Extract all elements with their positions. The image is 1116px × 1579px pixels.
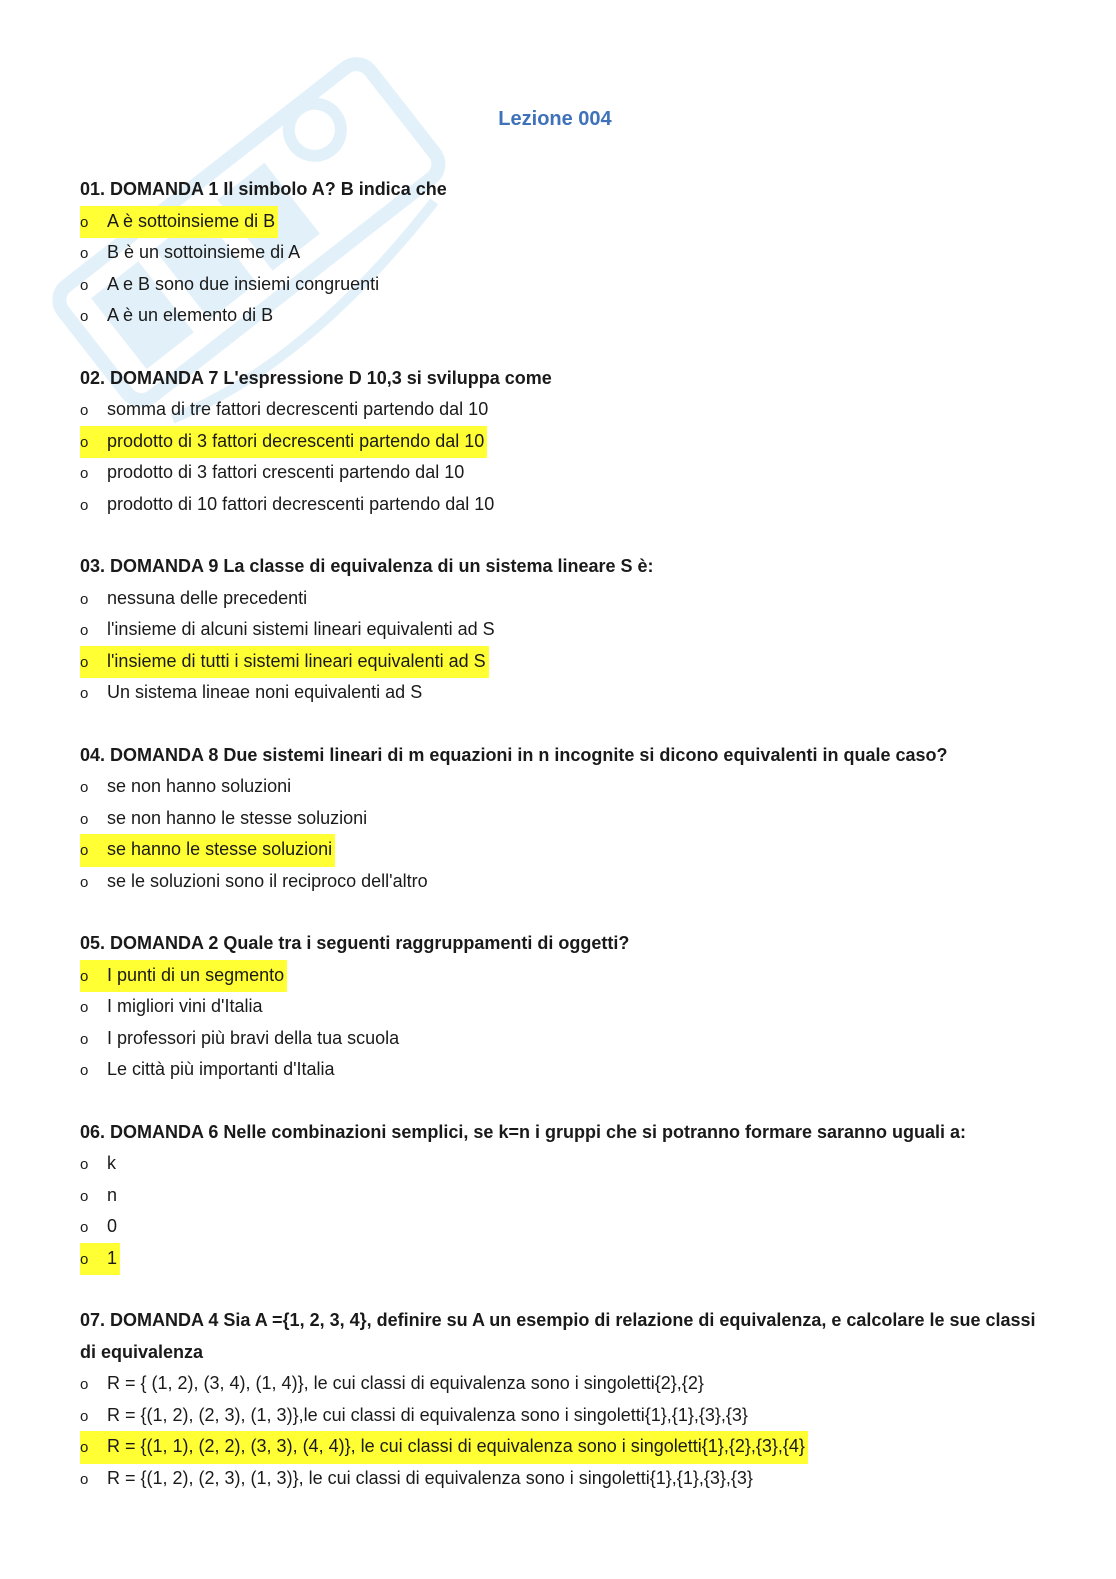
answer-option-highlighted <box>80 206 278 239</box>
circle-bullet-icon: o <box>80 213 89 231</box>
circle-bullet-icon: o <box>80 465 89 482</box>
answer-option <box>80 1368 1050 1400</box>
answer-option <box>80 1023 1050 1055</box>
answer-option-text: B è un sottoinsieme di A <box>107 242 301 262</box>
answer-option-content <box>80 991 266 1024</box>
answer-option <box>80 803 1050 835</box>
answer-option <box>80 426 1050 458</box>
answer-option <box>80 300 1050 332</box>
answer-option-highlighted <box>80 426 487 459</box>
option-list <box>80 960 1050 1086</box>
question-text: 04. DOMANDA 8 Due sistemi lineari di m equazioni in n incognite si dicono equivalenti in quale caso? <box>80 744 948 765</box>
circle-bullet-icon: o <box>80 1439 89 1456</box>
circle-bullet-icon: o <box>80 433 89 451</box>
question-text: 01. DOMANDA 1 Il simbolo A? B indica che <box>80 179 447 199</box>
question-text: 07. DOMANDA 4 Sia A ={1, 2, 3, 4}, definire su A un esempio di relazione di equivalenza, e calcolare le sue classi di equivalenza <box>80 1310 1036 1362</box>
answer-option <box>80 237 1050 269</box>
answer-option-text: prodotto di 3 fattori crescenti partendo dal 10 <box>107 462 465 482</box>
question-block <box>80 174 1050 332</box>
answer-option <box>80 771 1050 803</box>
answer-option-text: l'insieme di alcuni sistemi lineari equivalenti ad S <box>107 619 495 639</box>
answer-option <box>80 1054 1050 1086</box>
option-list <box>80 771 1050 897</box>
question-text: 02. DOMANDA 7 L'espressione D 10,3 si sviluppa come <box>80 367 552 388</box>
answer-option <box>80 1243 1050 1275</box>
question-block <box>80 1305 1050 1494</box>
answer-option-text: l'insieme di tutti i sistemi lineari equivalenti ad S <box>107 650 486 671</box>
answer-option <box>80 866 1050 898</box>
circle-bullet-icon: o <box>80 842 89 859</box>
circle-bullet-icon: o <box>80 1250 89 1268</box>
answer-option-text: R = {(1, 2), (2, 3), (1, 3)},le cui classi di equivalenza sono i singoletti{1},{1},{3},{3} <box>107 1404 748 1425</box>
answer-option-text: R = {(1, 2), (2, 3), (1, 3)}, le cui classi di equivalenza sono i singoletti{1},{1},{3},{3} <box>107 1467 753 1488</box>
answer-option <box>80 489 1050 521</box>
circle-bullet-icon: o <box>80 590 89 608</box>
answer-option <box>80 1211 1050 1243</box>
page-title: Lezione 004 <box>498 108 612 130</box>
answer-option-text: se non hanno le stesse soluzioni <box>107 807 368 828</box>
circle-bullet-icon: o <box>80 810 89 828</box>
answer-option <box>80 1180 1050 1212</box>
option-list <box>80 1368 1050 1494</box>
answer-option-content <box>80 394 491 427</box>
answer-option-highlighted <box>80 646 489 679</box>
answer-option-content <box>80 457 467 490</box>
answer-option-content <box>80 1180 120 1213</box>
answer-option-text: se hanno le stesse soluzioni <box>107 839 333 859</box>
answer-option-text: I professori più bravi della tua scuola <box>107 1027 400 1048</box>
answer-option-content <box>80 1023 402 1056</box>
circle-bullet-icon: o <box>80 1187 89 1205</box>
circle-bullet-icon: o <box>80 1376 89 1393</box>
answer-option-text: Un sistema lineae noni equivalenti ad S <box>107 682 423 702</box>
question-list <box>80 174 1050 1525</box>
option-list <box>80 206 1050 332</box>
circle-bullet-icon: o <box>80 1219 89 1236</box>
answer-option-text: A e B sono due insiemi congruenti <box>107 273 380 294</box>
answer-option <box>80 1463 1050 1495</box>
answer-option-text: 0 <box>107 1216 118 1236</box>
answer-option-text: Le città più importanti d'Italia <box>107 1059 335 1079</box>
answer-option-text: A è un elemento di B <box>107 305 274 325</box>
answer-option-text: A è sottoinsieme di B <box>107 210 276 231</box>
answer-option-content <box>80 771 294 804</box>
question-block <box>80 740 1050 898</box>
circle-bullet-icon: o <box>80 245 89 262</box>
circle-bullet-icon: o <box>80 779 89 796</box>
answer-option <box>80 677 1050 709</box>
answer-option-text: n <box>107 1184 118 1205</box>
answer-option <box>80 1431 1050 1463</box>
answer-option-content <box>80 489 497 522</box>
answer-option-content <box>80 1211 120 1244</box>
circle-bullet-icon: o <box>80 685 89 702</box>
circle-bullet-icon: o <box>80 967 89 985</box>
circle-bullet-icon: o <box>80 1030 89 1048</box>
answer-option <box>80 1400 1050 1432</box>
answer-option <box>80 646 1050 678</box>
answer-option-text: 1 <box>107 1247 118 1268</box>
answer-option <box>80 206 1050 238</box>
question-block <box>80 551 1050 709</box>
answer-option-content <box>80 677 425 710</box>
circle-bullet-icon: o <box>80 496 89 514</box>
option-list <box>80 1148 1050 1274</box>
answer-option <box>80 1148 1050 1180</box>
answer-option-content <box>80 1054 338 1087</box>
answer-option <box>80 960 1050 992</box>
answer-option-highlighted <box>80 960 287 993</box>
circle-bullet-icon: o <box>80 1156 89 1173</box>
question-text: 05. DOMANDA 2 Quale tra i seguenti raggruppamenti di oggetti? <box>80 933 630 953</box>
answer-option-content <box>80 1463 756 1496</box>
answer-option <box>80 834 1050 866</box>
answer-option-text: nessuna delle precedenti <box>107 587 308 608</box>
answer-option-text: I migliori vini d'Italia <box>107 996 263 1016</box>
question-block <box>80 363 1050 521</box>
answer-option <box>80 991 1050 1023</box>
question-text: 03. DOMANDA 9 La classe di equivalenza di un sistema lineare S è: <box>80 556 654 576</box>
answer-option-text: se non hanno soluzioni <box>107 776 292 796</box>
circle-bullet-icon: o <box>80 999 89 1016</box>
answer-option-content <box>80 803 370 836</box>
answer-option-text: R = {(1, 1), (2, 2), (3, 3), (4, 4)}, le cui classi di equivalenza sono i singoletti{1},{2},{3},{4} <box>107 1436 805 1456</box>
circle-bullet-icon: o <box>80 1470 89 1488</box>
answer-option-content <box>80 300 276 333</box>
circle-bullet-icon: o <box>80 653 89 671</box>
question-block <box>80 928 1050 1086</box>
circle-bullet-icon: o <box>80 276 89 294</box>
answer-option-highlighted <box>80 834 335 867</box>
answer-option <box>80 269 1050 301</box>
circle-bullet-icon: o <box>80 622 89 639</box>
answer-option-content <box>80 1148 119 1181</box>
answer-option-content <box>80 866 431 899</box>
circle-bullet-icon: o <box>80 308 89 325</box>
question-block <box>80 1117 1050 1275</box>
answer-option-text: R = { (1, 2), (3, 4), (1, 4)}, le cui classi di equivalenza sono i singoletti{2},{2} <box>107 1373 704 1393</box>
answer-option-text: k <box>107 1153 116 1173</box>
answer-option-highlighted <box>80 1243 120 1276</box>
answer-option <box>80 614 1050 646</box>
circle-bullet-icon: o <box>80 402 89 419</box>
answer-option-content <box>80 237 303 270</box>
answer-option-text: se le soluzioni sono il reciproco dell'altro <box>107 870 428 891</box>
answer-option <box>80 457 1050 489</box>
question-text: 06. DOMANDA 6 Nelle combinazioni semplici, se k=n i gruppi che si potranno formare saranno uguali a: <box>80 1121 967 1142</box>
answer-option <box>80 394 1050 426</box>
answer-option <box>80 583 1050 615</box>
answer-option-content <box>80 1368 707 1401</box>
circle-bullet-icon: o <box>80 873 89 891</box>
answer-option-highlighted <box>80 1431 808 1464</box>
answer-option-text: prodotto di 10 fattori decrescenti partendo dal 10 <box>107 493 495 514</box>
circle-bullet-icon: o <box>80 1062 89 1079</box>
answer-option-content <box>80 1400 751 1433</box>
answer-option-content <box>80 583 310 616</box>
answer-option-content <box>80 614 498 647</box>
answer-option-content <box>80 269 382 302</box>
option-list <box>80 583 1050 709</box>
answer-option-text: somma di tre fattori decrescenti partendo dal 10 <box>107 399 489 419</box>
answer-option-text: prodotto di 3 fattori decrescenti partendo dal 10 <box>107 430 485 451</box>
circle-bullet-icon: o <box>80 1407 89 1425</box>
option-list <box>80 394 1050 520</box>
answer-option-text: I punti di un segmento <box>107 964 285 985</box>
